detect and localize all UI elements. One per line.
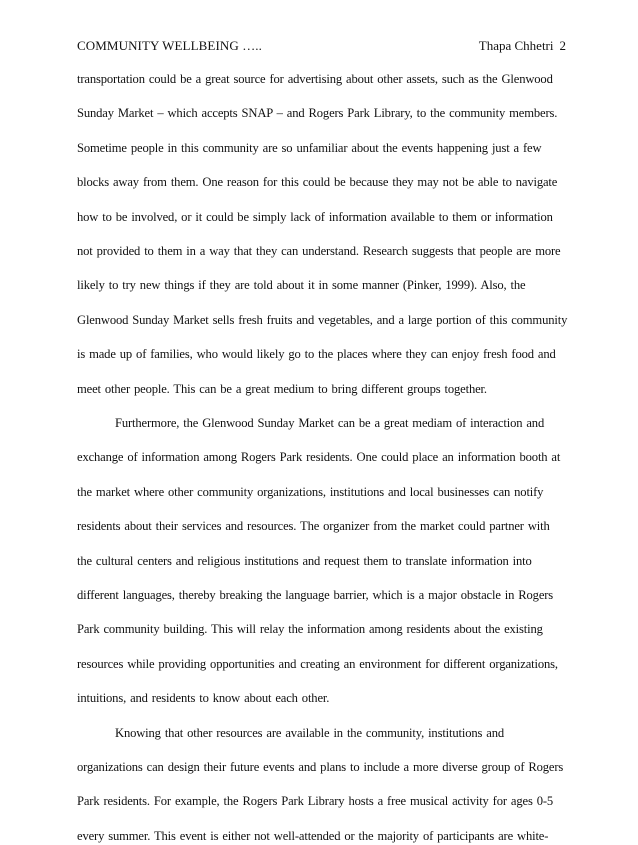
header-author: Thapa Chhetri bbox=[478, 38, 554, 53]
text-line: Sometime people in this community are so unfamiliar about the events happening just a few bbox=[77, 140, 542, 155]
text-line: Park community building. This will relay the information among residents about the existing bbox=[77, 622, 543, 637]
text-line: blocks away from them. One reason for this could be because they may not be able to navigate bbox=[77, 175, 558, 190]
text-line: Glenwood Sunday Market sells fresh fruits and vegetables, and a large portion of this community bbox=[77, 312, 568, 327]
running-head-title: COMMUNITY WELLBEING ….. bbox=[77, 38, 263, 53]
header-author-page bbox=[479, 37, 566, 55]
text-line: the cultural centers and religious institutions and request them to translate information into bbox=[77, 553, 532, 568]
text-line: exchange of information among Rogers Park residents. One could place an information booth at bbox=[77, 450, 561, 465]
text-line: meet other people. This can be a great medium to bring different groups together. bbox=[77, 381, 487, 396]
page-number: 2 bbox=[559, 38, 566, 53]
text-line: different languages, thereby breaking the language barrier, which is a major obstacle in Rogers bbox=[77, 588, 554, 602]
paragraph-first-line: Furthermore, the Glenwood Sunday Market can be a great mediam of interaction and bbox=[115, 416, 545, 430]
text-line: Sunday Market – which accepts SNAP – and Rogers Park Library, to the community members. bbox=[77, 106, 558, 121]
text-line: resources while providing opportunities and creating an environment for different organizations, bbox=[77, 656, 558, 671]
text-line: the market where other community organizations, institutions and local businesses can notify bbox=[77, 484, 544, 499]
text-line: how to be involved, or it could be simply lack of information available to them or information bbox=[77, 209, 553, 224]
text-line: intuitions, and residents to know about each other. bbox=[77, 691, 330, 706]
paragraph-first-line: Knowing that other resources are available in the community, institutions and bbox=[115, 725, 504, 740]
text-line: residents about their services and resources. The organizer from the market could partner with bbox=[77, 519, 550, 534]
text-line: organizations can design their future events and plans to include a more diverse group of Rogers bbox=[77, 760, 564, 774]
text-line: likely to try new things if they are told about it in some manner (Pinker, 1999). Also, the bbox=[77, 278, 526, 293]
text-line: not provided to them in a way that they can understand. Research suggests that people are more bbox=[77, 244, 561, 258]
text-line: transportation could be a great source for advertising about other assets, such as the Glenwood bbox=[77, 72, 553, 86]
running-header bbox=[77, 37, 566, 55]
text-line: is made up of families, who would likely go to the places where they can enjoy fresh food and bbox=[77, 347, 556, 362]
text-line: every summer. This event is either not well-attended or the majority of participants are white- bbox=[77, 828, 549, 843]
text-line: Park residents. For example, the Rogers Park Library hosts a free musical activity for ages 0-5 bbox=[77, 794, 554, 809]
